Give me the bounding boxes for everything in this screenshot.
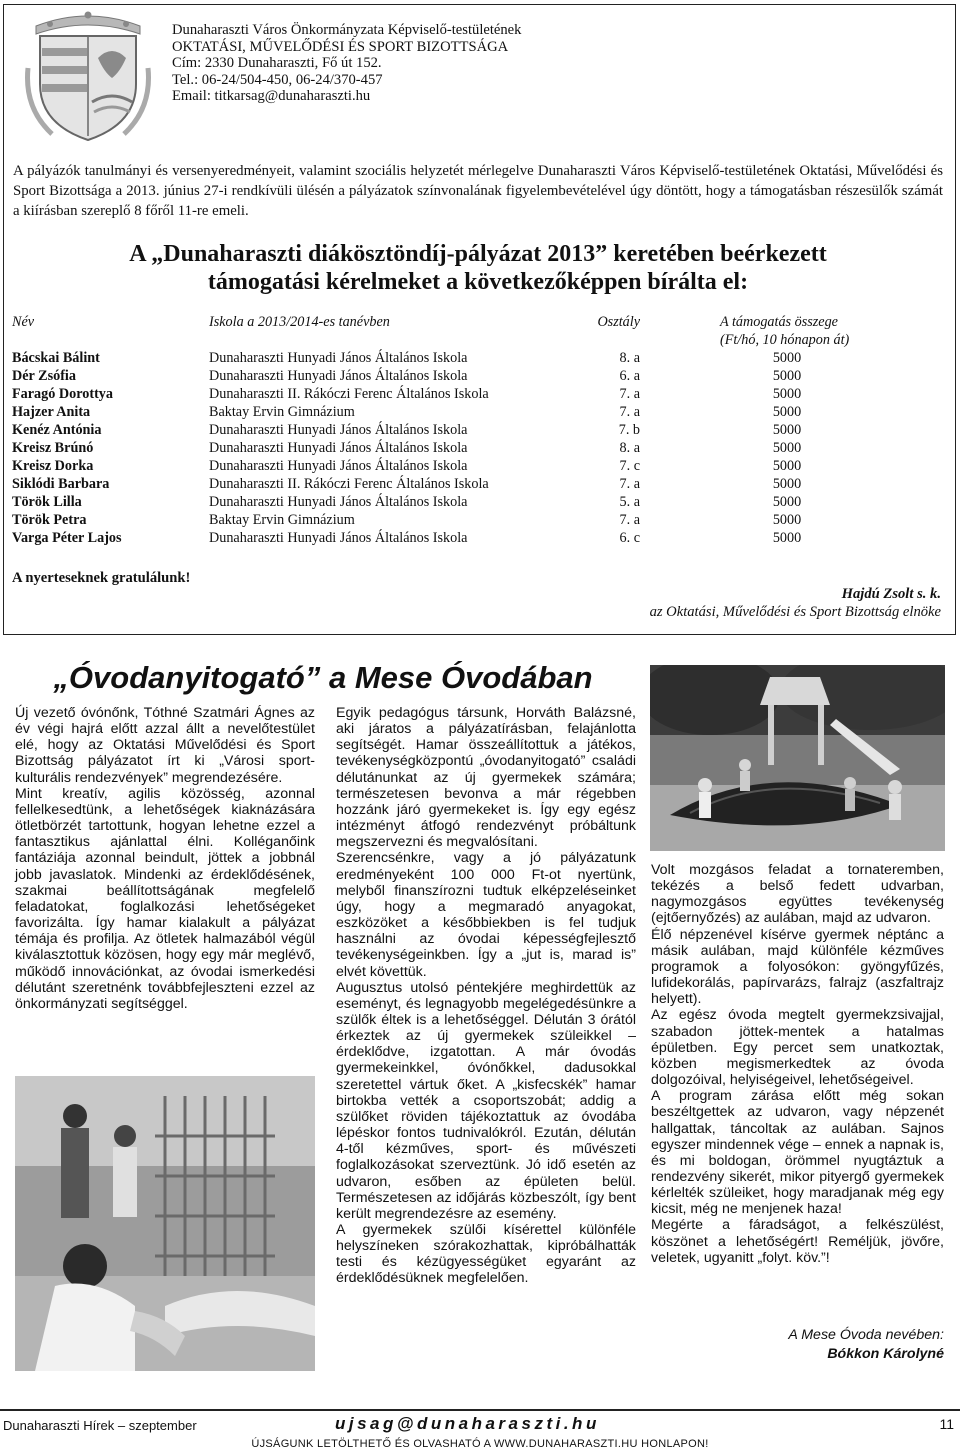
table-row-amount: 5000: [772, 458, 802, 474]
table-row-grade: 7. a: [619, 476, 640, 492]
table-row-name: Varga Péter Lajos: [12, 530, 122, 546]
paragraph: Mint kreatív, agilis közösség, azonnal fellelkesedtünk, a lehetőségek kiaknázására ötletbörzét tartottunk, hogyan lehetne ezzel a fantasztikus ajánlattal élni. Kolléganőink fantáziája azonnal beindult, jöttek a jobbnál jobb javaslatok. Mindenki az érdeklődésének, szakmai beállítottságának megfelelő feladatokat, foglalkozási lehetőségeket favorizálta. Így hamar kialakult a pályázat témája és profilja. Az ötletek halmazából végül kiválasztottuk közösen, hogy egy már meglévő, működő innovációnkat, az óvodai ismerkedési délutánt szeretnénk továbbfejleszteni ezzel az önkormányzati segítséggel.: [15, 785, 315, 1012]
table-row-grade: 6. a: [619, 368, 640, 384]
paragraph: Megérte a fáradságot, a felkészülést, köszönet a lehetőségért! Reméljük, jövőre, veletek, ugyanitt „folyt. köv.”!: [651, 1217, 944, 1266]
table-row-grade: 6. c: [619, 530, 640, 546]
table-row-school: Dunaharaszti Hunyadi János Általános Iskola: [209, 530, 468, 546]
paragraph: Az egész óvoda megtelt gyermekzsivajjal, szabadon jöttek-mentek a hatalmas épületben. Egy percet sem unatkoztak, közben megismerkedtek az óvoda dolgozóival, helyiségeivel, lehetőségeivel.: [651, 1007, 944, 1089]
table-row-school: Dunaharaszti Hunyadi János Általános Iskola: [209, 494, 468, 510]
table-row-amount: 5000: [772, 404, 802, 420]
signer-name: Hajdú Zsolt s. k.: [841, 586, 941, 602]
table-row-name: Kenéz Antónia: [12, 422, 102, 438]
paragraph: Új vezető óvónőnk, Tóthné Szatmári Ágnes az év végi hajrá előtt azzal állt a nevelőtestület elé, hogy az Oktatási Művelődési és Sport Bizottság pályázatot írt ki „Városi sport-kulturális rendezvények” megrendezésére.: [15, 705, 315, 786]
table-row-school: Dunaharaszti II. Rákóczi Ferenc Általános Iskola: [209, 386, 489, 402]
playground-photo: [650, 665, 945, 851]
table-row-name: Siklódi Barbara: [12, 476, 110, 492]
table-row-school: Dunaharaszti Hunyadi János Általános Iskola: [209, 458, 468, 474]
page-number: 11: [939, 1416, 954, 1432]
table-row-grade: 7. c: [619, 458, 640, 474]
table-row-amount: 5000: [772, 494, 802, 510]
heading-line-2: támogatási kérelmeket a következőképpen bírálta el:: [207, 269, 749, 295]
table-row-grade: 8. a: [619, 440, 640, 456]
table-row-grade: 7. a: [619, 404, 640, 420]
table-row-school: Baktay Ervin Gimnázium: [209, 512, 355, 528]
footer-divider: [0, 1409, 960, 1411]
scholarship-heading: [13, 240, 943, 296]
table-row-grade: 5. a: [619, 494, 640, 510]
article-title: „Óvodanyitogató” a Mese Óvodában: [53, 660, 593, 695]
table-row-grade: 8. a: [619, 350, 640, 366]
town-crest-icon: [22, 8, 154, 144]
paragraph: Volt mozgásos feladat a tornateremben, tekézés a belső fedett udvarban, nagymozgásos együttes tevékenység (ejtőernyőzés) az aulában, majd az udvaron.: [651, 862, 944, 927]
gym-photo: [15, 1076, 315, 1371]
signoff-role: A Mese Óvoda nevében:: [788, 1327, 944, 1343]
table-row-school: Baktay Ervin Gimnázium: [209, 404, 355, 420]
table-row-amount: 5000: [772, 368, 802, 384]
header-line-1: Dunaharaszti Város Önkormányzata Képviselő-testületének: [172, 22, 522, 38]
committee-header: [172, 22, 521, 105]
intro-paragraph: A pályázók tanulmányi és versenyeredményeit, valamint szociális helyzetét mérlegelve Dunaharaszti Város Képviselő-testületének Oktatási, Művelődési és Sport Bizottsága a 2013. június 27-i rendkívüli ülésén a pályázatok színvonalának figyelembevételével úgy döntött, hogy a támogatásban részesülők számát a kiírásban szereplő 8 főről 11-re emeli.: [13, 163, 943, 219]
table-row-name: Hajzer Anita: [12, 404, 91, 420]
table-row-school: Dunaharaszti Hunyadi János Általános Iskola: [209, 440, 468, 456]
article-column-2: [336, 705, 636, 1287]
table-row-grade: 7. b: [618, 422, 640, 438]
footer-publication: Dunaharaszti Hírek – szeptember: [3, 1418, 197, 1433]
table-row-name: Török Petra: [12, 512, 87, 528]
congratulations-text: A nyerteseknek gratulálunk!: [12, 570, 191, 586]
paragraph: A gyermekek szülői kísérettel különféle helyszíneken szórakozhattak, kipróbálhatták testi és kézügyességüket egyaránt az érdeklődésüknek megfelelően.: [336, 1222, 636, 1287]
table-row-amount: 5000: [772, 476, 802, 492]
signoff-name: Bókkon Károlyné: [827, 1346, 944, 1362]
column-header-amount-note: (Ft/hó, 10 hónapon át): [720, 332, 850, 348]
paragraph: Egyik pedagógus társunk, Horváth Balázsné, aki járatos a pályázatírásban, felajánlotta segítségét. Hamar összeállítottuk a játékos, tevékenységközpontú „óvodanyitogató” családi délutánunkat az új gyermekek számára; természetesen bevonva a már régebben hozzánk járó gyermekeket is. Így egy egész intézményt átfogó rendezvényt próbáltunk megszervezni és megvalósítani.: [336, 705, 636, 851]
column-header-amount: A támogatás összege: [720, 314, 838, 330]
column-header-grade: Osztály: [597, 314, 640, 330]
table-row-school: Dunaharaszti Hunyadi János Általános Iskola: [209, 350, 468, 366]
table-row-name: Bácskai Bálint: [12, 350, 100, 366]
table-row-amount: 5000: [772, 422, 802, 438]
heading-line-1: A „Dunaharaszti diákösztöndíj-pályázat 2013” keretében beérkezett: [129, 241, 827, 267]
signer-role: az Oktatási, Művelődési és Sport Bizottság elnöke: [649, 604, 941, 620]
table-row-school: Dunaharaszti II. Rákóczi Ferenc Általános Iskola: [209, 476, 489, 492]
footer-email-link[interactable]: ujsag@dunaharaszti.hu: [335, 1414, 600, 1433]
footer-website-notice: ÚJSÁGUNK LETÖLTHETŐ ÉS OLVASHATÓ A WWW.DUNAHARASZTI.HU HONLAPON!: [251, 1438, 709, 1450]
table-row-grade: 7. a: [619, 512, 640, 528]
table-row-name: Kreisz Brúnó: [12, 440, 94, 456]
paragraph: A program zárása előtt még sokan beszéltgettek az udvaron, vagy népzenét hallgattak, táncoltak az aulában. Sajnos egyszer mindennek vége – ennek a napnak is, és mi boldogan, örömmel nyugtáztuk a rendezvény sikerét, mikor pityergő gyermekek kérlelték szüleiket, hogy maradjanak még egy kicsit, még ne menjenek haza!: [651, 1088, 944, 1218]
header-address: Cím: 2330 Dunaharaszti, Fő út 152.: [172, 55, 382, 72]
table-row-school: Dunaharaszti Hunyadi János Általános Iskola: [209, 422, 468, 438]
table-row-amount: 5000: [772, 386, 802, 402]
column-header-school: Iskola a 2013/2014-es tanévben: [209, 314, 390, 330]
article-column-1: [15, 705, 315, 1012]
header-email: Email: titkarsag@dunaharaszti.hu: [172, 88, 371, 105]
paragraph: Élő népzenével kísérve gyermek néptánc a másik aulában, majd különféle kézműves programok a folyosókon: gyöngyfűzés, lufidekorálás, papírvarázs, falrajz (aszfaltrajz helyett).: [651, 926, 944, 1008]
table-row-amount: 5000: [772, 530, 802, 546]
header-line-2: OKTATÁSI, MŰVELŐDÉSI ÉS SPORT BIZOTTSÁGA: [172, 38, 509, 55]
paragraph: Szerencsénkre, vagy a jó pályázatunk eredményeként 100 000 Ft-ot nyertünk, melyből finanszírozni tudtuk elképzeléseinket úgy, hogy a megmaradó anyagokat, eszközöket a későbbiekben is fel tudjuk használni az óvodai képességfejlesztő tevékenységeinkben. Így a „jut is, marad is” elvét követtük.: [336, 850, 636, 980]
column-header-name: Név: [12, 314, 35, 330]
table-row-name: Török Lilla: [12, 494, 82, 510]
table-row-amount: 5000: [772, 512, 802, 528]
header-phone: Tel.: 06-24/504-450, 06-24/370-457: [172, 71, 383, 88]
article-column-3: [651, 862, 944, 1266]
table-row-name: Faragó Dorottya: [12, 386, 113, 402]
table-row-school: Dunaharaszti Hunyadi János Általános Iskola: [209, 368, 468, 384]
table-row-name: Dér Zsófia: [12, 368, 76, 384]
table-row-name: Kreisz Dorka: [12, 458, 94, 474]
paragraph: Augusztus utolsó péntekjére meghirdettük az eseményt, és legnagyobb megelégedésünkre a szülők éltek is a lehetőséggel. Délután 3 órától érkeztek az új gyermekek szüleikkel – érdeklődve, izgatottan. A már óvodás gyermekeinkkel, óvónőkkel, dadusokkal szeretettel vártuk őket. A „kisfecskék” hamar birtokba vették a csoportszobát; addig a szülőket röviden tájékoztattuk az óvodába lépéskor fontos tudnivalókról. Ezután, délután 4-től kézműves, sport- és művészeti foglalkozásokat szerveztünk. Jó idő esetén az udvaron, esőben az épületen belül. Természetesen az időjárás közbeszólt, így bent került megrendezésre az esemény.: [336, 979, 636, 1222]
table-row-grade: 7. a: [619, 386, 640, 402]
table-row-amount: 5000: [772, 440, 802, 456]
table-row-amount: 5000: [772, 350, 802, 366]
